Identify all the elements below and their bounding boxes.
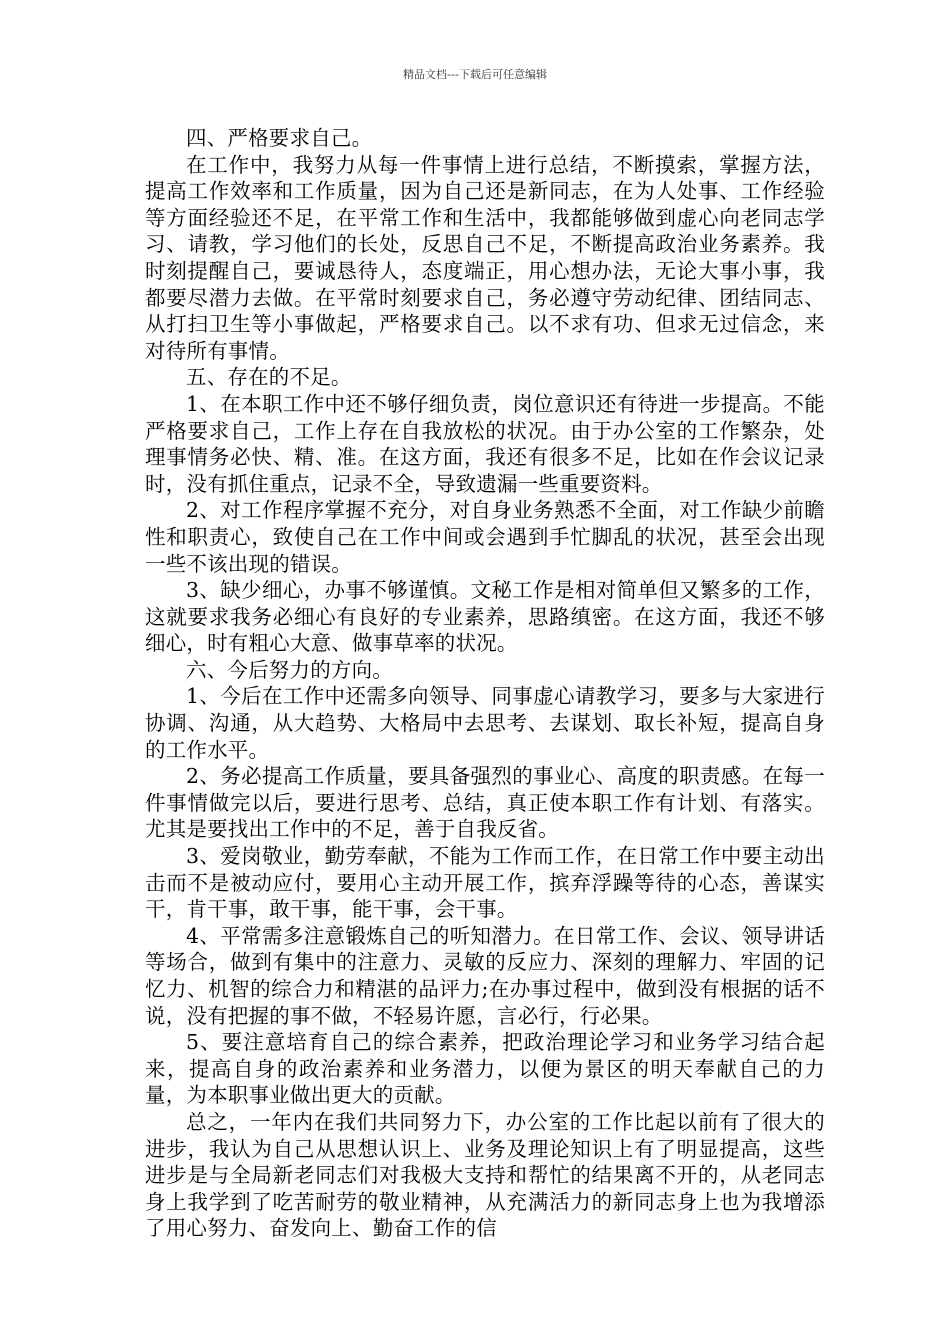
body-paragraph: 1、在本职工作中还不够仔细负责，岗位意识还有待进一步提高。不能严格要求自己，工作上存在自我放松的状况。由于办公室的工作繁杂，处理事情务必快、精、准。在这方面，我还有很多不足，比如在作会议记录时，没有抓住重点，记录不全，导致遗漏一些重要资料。 xyxy=(145,391,825,496)
body-paragraph: 1、今后在工作中还需多向领导、同事虚心请教学习，要多与大家进行协调、沟通，从大趋势、大格局中去思考、去谋划、取长补短，提高自身的工作水平。 xyxy=(145,684,825,762)
body-paragraph: 4、平常需多注意锻炼自己的听知潜力。在日常工作、会议、领导讲话等场合，做到有集中的注意力、灵敏的反应力、深刻的理解力、牢固的记忆力、机智的综合力和精湛的品评力;在办事过程中，做到没有根据的话不说，没有把握的事不做，不轻易许愿，言必行，行必果。 xyxy=(145,923,825,1028)
document-body xyxy=(145,125,825,1242)
body-paragraph: 2、对工作程序掌握不充分，对自身业务熟悉不全面，对工作缺少前瞻性和职责心，致使自己在工作中间或会遇到手忙脚乱的状况，甚至会出现一些不该出现的错误。 xyxy=(145,498,825,576)
section-heading: 五、存在的不足。 xyxy=(186,365,352,390)
section-heading: 四、严格要求自己。 xyxy=(186,126,373,150)
body-paragraph: 5、要注意培育自己的综合素养，把政治理论学习和业务学习结合起来，提高自身的政治素养和业务潜力，以便为景区的明天奉献自己的力量，为本职事业做出更大的贡献。 xyxy=(145,1030,825,1108)
body-paragraph: 总之，一年内在我们共同努力下，办公室的工作比起以前有了很大的进步，我认为自己从思想认识上、业务及理论知识上有了明显提高，这些进步是与全局新老同志们对我极大支持和帮忙的结果离不开的，从老同志身上我学到了吃苦耐劳的敬业精神，从充满活力的新同志身上也为我增添了用心努力、奋发向上、勤奋工作的信 xyxy=(145,1109,825,1241)
body-paragraph: 在工作中，我努力从每一件事情上进行总结，不断摸索，掌握方法，提高工作效率和工作质量，因为自己还是新同志，在为人处事、工作经验等方面经验还不足，在平常工作和生活中，我都能够做到虚心向老同志学习、请教，学习他们的长处，反思自己不足，不断提高政治业务素养。我时刻提醒自己，要诚恳待人，态度端正，用心想办法，无论大事小事，我都要尽潜力去做。在平常时刻要求自己，务必遵守劳动纪律、团结同志、从打扫卫生等小事做起，严格要求自己。以不求有功、但求无过信念，来对待所有事情。 xyxy=(145,152,825,363)
section-heading: 六、今后努力的方向。 xyxy=(186,657,393,682)
body-paragraph: 3、爱岗敬业，勤劳奉献，不能为工作而工作，在日常工作中要主动出击而不是被动应付，要用心主动开展工作，摈弃浮躁等待的心态，善谋实干，肯干事，敢干事，能干事，会干事。 xyxy=(145,844,825,922)
body-paragraph: 3、缺少细心，办事不够谨慎。文秘工作是相对简单但又繁多的工作，这就要求我务必细心有良好的专业素养，思路缜密。在这方面，我还不够细心，时有粗心大意、做事草率的状况。 xyxy=(145,578,825,656)
body-paragraph: 2、务必提高工作质量，要具备强烈的事业心、高度的职责感。在每一件事情做完以后，要进行思考、总结，真正使本职工作有计划、有落实。尤其是要找出工作中的不足，善于自我反省。 xyxy=(145,764,825,842)
page-header: 精品文档---下载后可任意编辑 xyxy=(403,68,547,81)
